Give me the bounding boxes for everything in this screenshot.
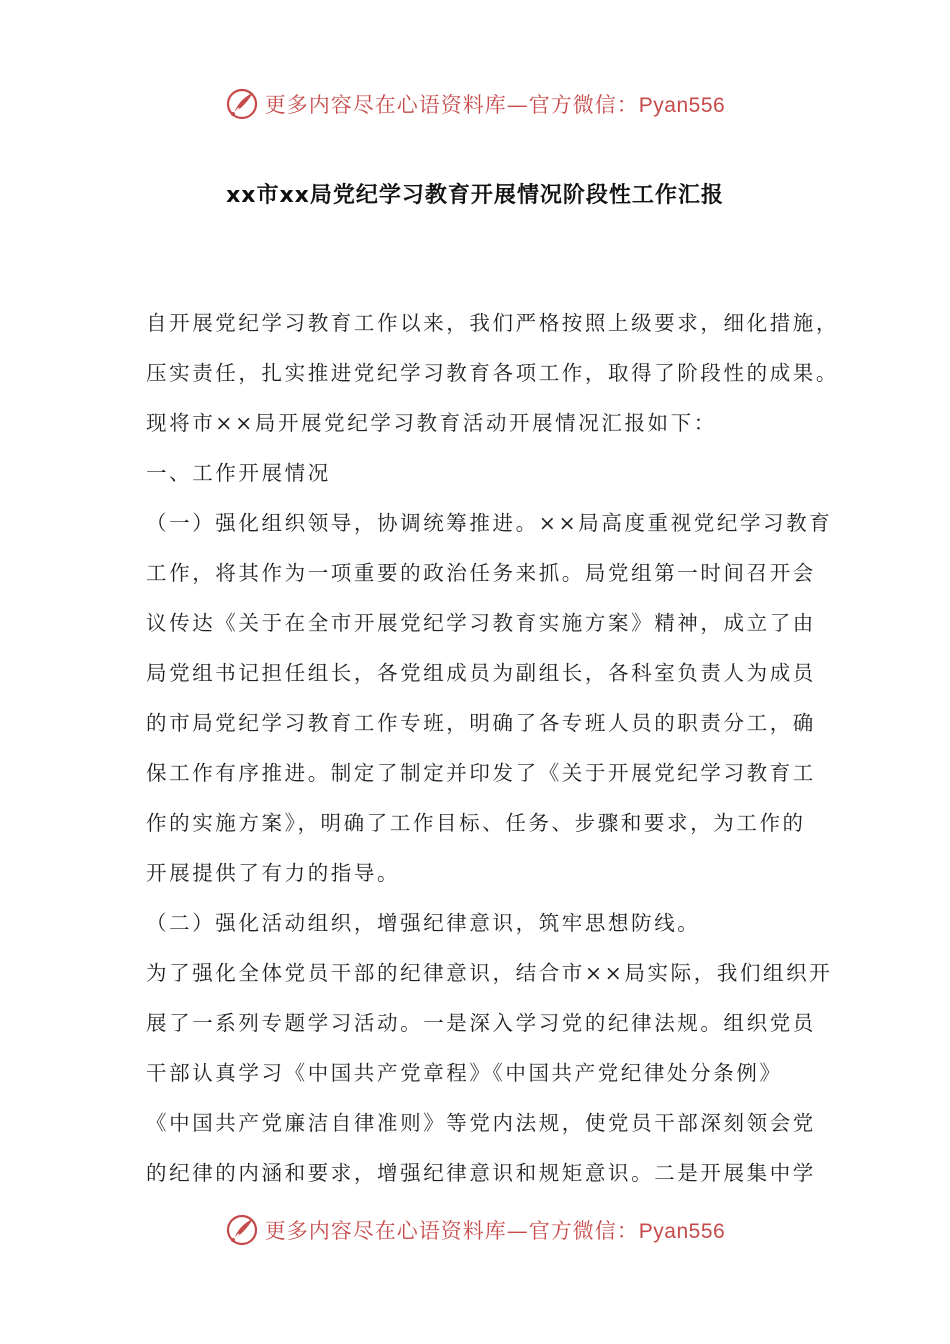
body-line: 作的实施方案》，明确了工作目标、任务、步骤和要求，为工作的 xyxy=(146,811,806,835)
body-line: 展了一系列专题学习活动。一是深入学习党的纪律法规。组织党员 xyxy=(146,1011,816,1035)
body-line: 现将市××局开展党纪学习教育活动开展情况汇报如下： xyxy=(146,411,717,435)
body-line: 自开展党纪学习教育工作以来，我们严格按照上级要求，细化措施， xyxy=(146,311,839,335)
watermark-brand: 更多内容尽在心语资料库 xyxy=(264,1219,507,1243)
subsection-heading: （二）强化活动组织，增强纪律意识，筑牢思想防线。 xyxy=(146,911,701,935)
header-watermark xyxy=(0,84,950,124)
body-line: 的纪律的内涵和要求，增强纪律意识和规矩意识。二是开展集中学 xyxy=(146,1161,816,1185)
section-heading: 一、工作开展情况 xyxy=(146,461,331,485)
body-line: 干部认真学习《中国共产党章程》《中国共产党纪律处分条例》 xyxy=(146,1061,783,1085)
body-line: 的市局党纪学习教育工作专班，明确了各专班人员的职责分工，确 xyxy=(146,711,816,735)
quill-pen-logo-icon xyxy=(225,87,259,121)
body-line: 议传达《关于在全市开展党纪学习教育实施方案》精神，成立了由 xyxy=(146,611,816,635)
body-line: 压实责任，扎实推进党纪学习教育各项工作，取得了阶段性的成果。 xyxy=(146,361,839,385)
quill-pen-logo-icon xyxy=(225,1213,259,1247)
watermark-text xyxy=(265,89,725,119)
body-line: （一）强化组织领导，协调统筹推进。××局高度重视党纪学习教育 xyxy=(146,511,833,535)
watermark-contact-label: 官方微信： xyxy=(528,93,639,117)
watermark-dash: — xyxy=(506,1219,529,1243)
watermark-contact-id: Pyan556 xyxy=(638,1220,726,1243)
body-line: 保工作有序推进。制定了制定并印发了《关于开展党纪学习教育工 xyxy=(146,761,816,785)
footer-watermark xyxy=(0,1210,950,1250)
body-line: 开展提供了有力的指导。 xyxy=(146,861,401,885)
watermark-brand: 更多内容尽在心语资料库 xyxy=(264,93,507,117)
body-line: 为了强化全体党员干部的纪律意识，结合市××局实际，我们组织开 xyxy=(146,961,833,985)
watermark-dash: — xyxy=(506,93,529,117)
body-line: 工作，将其作为一项重要的政治任务来抓。局党组第一时间召开会 xyxy=(146,561,816,585)
document-title: xx市xx局党纪学习教育开展情况阶段性工作汇报 xyxy=(226,183,724,208)
watermark-text xyxy=(265,1215,725,1245)
watermark-contact-id: Pyan556 xyxy=(638,94,726,117)
body-line: 局党组书记担任组长，各党组成员为副组长，各科室负责人为成员 xyxy=(146,661,816,685)
watermark-contact-label: 官方微信： xyxy=(528,1219,639,1243)
body-line: 《中国共产党廉洁自律准则》等党内法规，使党员干部深刻领会党 xyxy=(146,1111,816,1135)
document-body xyxy=(146,298,839,1198)
